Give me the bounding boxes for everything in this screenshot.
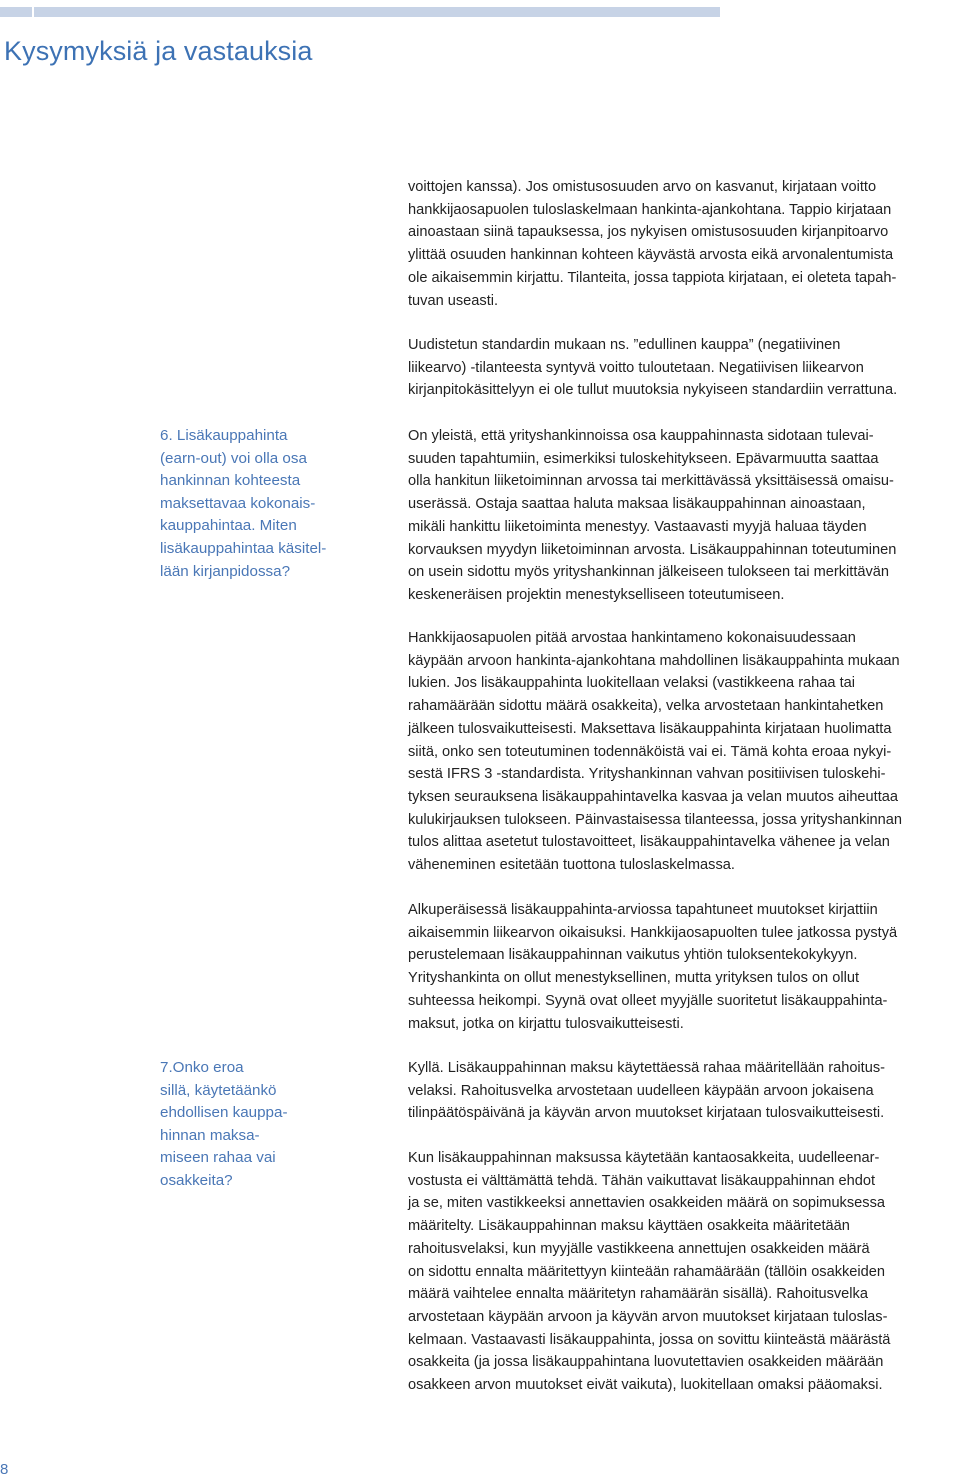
answer-paragraph — [408, 627, 960, 877]
text-line: Uudistetun standardin mukaan ns. ”edullinen kauppa” (negatiivinen — [408, 337, 841, 353]
text-line: velaksi. Rahoitusvelka arvostetaan uudelleen käypään arvoon jokaisena — [408, 1082, 874, 1099]
answer-paragraph — [408, 425, 960, 607]
question-line: 6. Lisäkauppahinta — [160, 427, 288, 444]
text-line: tyksen seurauksena lisäkauppahintavelka kasvaa ja velan muutos aiheuttaa — [408, 788, 899, 805]
text-line: Kyllä. Lisäkauppahinnan maksu käytettäessä rahaa määritellään rahoitus- — [408, 1060, 886, 1076]
text-line: määrä vaihtelee ennalta määritetyn rahamäärän sisällä). Rahoitusvelka — [408, 1286, 868, 1303]
question-line: lisäkauppahintaa käsitel- — [160, 539, 327, 557]
answer-paragraph — [408, 176, 960, 312]
text-line: On yleistä, että yrityshankinnoissa osa kauppahinnasta sidotaan tulevai- — [408, 428, 874, 444]
question-line: (earn-out) voi olla osa — [160, 449, 307, 467]
text-line: on usein sidottu myös yrityshankinnan jälkeiseen tulokseen tai merkittävän — [408, 564, 890, 581]
text-line: suhteessa heikompi. Syynä ovat olleet myyjälle suoritetut lisäkauppahinta- — [408, 992, 888, 1009]
question-line: maksettavaa kokonais- — [160, 494, 316, 512]
text-line: jälkeen tulosvaikutteisesti. Maksettava lisäkauppahinta kirjataan huolimatta — [408, 720, 892, 737]
text-line: suuden tapahtumiin, esimerkiksi tuloskehitykseen. Epävarmuutta saattaa — [408, 450, 879, 467]
paragraph-text — [408, 176, 960, 312]
text-line: ja se, miten vastikkeeksi annettavien osakkeiden määrä on sopimuksessa — [408, 1195, 885, 1212]
paragraph-text — [408, 334, 960, 402]
text-line: kulukirjauksen tulokseen. Päinvastaisessa tilanteessa, jossa yrityshankinnan — [408, 811, 903, 828]
answer-paragraph — [408, 334, 960, 402]
paragraph-text — [408, 627, 960, 877]
answer-paragraph — [408, 1057, 960, 1125]
text-line: keskeneräisen projektin menestykselliseen toteutumiseen. — [408, 586, 785, 603]
paragraph-text — [408, 1147, 960, 1397]
text-line: korvauksen myydyn liiketoiminnan arvosta. Lisäkauppahinnan toteutuminen — [408, 541, 897, 558]
text-line: kelmaan. Vastaavasti lisäkauppahinta, jossa on sovittu kiinteästä määrästä — [408, 1331, 891, 1348]
text-line: ainoastaan siinä tapauksessa, jos nykyisen omistusosuuden kirjanpitoarvo — [408, 224, 889, 241]
text-line: voittojen kanssa). Jos omistusosuuden arvo on kasvanut, kirjataan voitto — [408, 179, 877, 195]
answer-paragraph — [408, 899, 960, 1035]
text-line: vostusta ei välttämättä tehdä. Tähän vaikuttavat lisäkauppahinnan ehdot — [408, 1172, 876, 1189]
text-line: tuvan useasti. — [408, 292, 499, 309]
text-line: käypään arvoon hankinta-ajankohtana mahdollinen lisäkauppahinta mukaan — [408, 652, 900, 669]
page-title: Kysymyksiä ja vastauksia — [4, 36, 313, 66]
text-line: aikaisemmin liikearvon oikaisuksi. Hankkijaosapuolten tulee jatkossa pystyä — [408, 924, 898, 941]
text-line: on sidottu ennalta määritettyyn kiinteään rahamäärään (tällöin osakkeiden — [408, 1263, 886, 1280]
question-6 — [160, 425, 380, 583]
question-line: hinnan maksa- — [160, 1126, 260, 1144]
text-line: ole aikaisemmin kirjattu. Tilanteita, jossa tappiota kirjataan, ei oleteta tapah- — [408, 269, 897, 286]
question-7 — [160, 1057, 380, 1193]
page-number: 8 — [0, 1461, 9, 1478]
text-line: siitä, onko sen toteutuminen todennäköistä vai ei. Tämä kohta eroaa nykyi- — [408, 743, 892, 760]
text-line: maksut, jotka on kirjattu tulosvaikutteisesti. — [408, 1015, 684, 1032]
text-line: määritelty. Lisäkauppahinnan maksu käyttäen osakkeita määritetään — [408, 1218, 850, 1235]
paragraph-text — [408, 899, 960, 1035]
text-line: arvostetaan käypään arvoon ja käyvän arvon muutokset kirjataan tuloslas- — [408, 1308, 888, 1325]
text-line: Hankkijaosapuolen pitää arvostaa hankintameno kokonaisuudessaan — [408, 630, 856, 646]
question-line: lään kirjanpidossa? — [160, 562, 291, 580]
text-line: Kun lisäkauppahinnan maksussa käytetään kantaosakkeita, uudelleenar- — [408, 1150, 880, 1166]
question-line: hankinnan kohteesta — [160, 472, 301, 490]
text-line: userässä. Ostaja saattaa haluta maksaa lisäkauppahinnan ainoastaan, — [408, 496, 866, 513]
text-line: tulos alittaa asetetut tulostavoitteet, lisäkauppahintavelka vähenee ja velan — [408, 834, 890, 851]
text-line: osakkeen arvon muutokset eivät vaikuta), luokitellaan omaksi pääomaksi. — [408, 1377, 883, 1394]
text-line: sestä IFRS 3 -standardista. Yrityshankinnan vahvan positiivisen tuloskehi- — [408, 766, 886, 783]
text-line: hankkijaosapuolen tuloslaskelmaan hankinta-ajankohtana. Tappio kirjataan — [408, 201, 892, 218]
question-line: osakkeita? — [160, 1171, 233, 1189]
paragraph-text — [408, 425, 960, 607]
question-line: ehdollisen kauppa- — [160, 1104, 288, 1122]
text-line: Alkuperäisessä lisäkauppahinta-arviossa tapahtuneet muutokset kirjattiin — [408, 902, 878, 918]
question-line: sillä, käytetäänkö — [160, 1081, 277, 1099]
paragraph-text — [408, 1057, 960, 1125]
text-line: perustelemaan lisäkauppahinnan vaikutus yhtiön tuloksentekokykyyn. — [408, 947, 858, 964]
text-line: osakkeita (ja jossa lisäkauppahintana luovutettavien osakkeiden määrään — [408, 1354, 884, 1371]
answer-paragraph — [408, 1147, 960, 1397]
text-line: väheneminen esitetään tuottona tuloslaskelmassa. — [408, 857, 735, 874]
question-line: 7.Onko eroa — [160, 1059, 244, 1076]
text-line: liikearvo) -tilanteesta syntyvä voitto tuloutetaan. Negatiivisen liikearvon — [408, 359, 864, 376]
text-line: lukien. Jos lisäkauppahinta luokitellaan velaksi (vastikkeena rahaa tai — [408, 675, 855, 692]
header-decoration-bar — [0, 7, 720, 17]
text-line: mikäli hankittu liiketoiminta menestyy. Vastaavasti myyjä haluaa täyden — [408, 518, 867, 535]
text-line: ylittää osuuden hankinnan kohteen käyvästä arvosta eikä arvonalentumista — [408, 247, 894, 264]
question-line: miseen rahaa vai — [160, 1149, 276, 1167]
header-bar-segment — [34, 7, 720, 17]
text-line: olla hankitun liiketoiminnan arvossa tai merkittävässä yksittäisessä omaisu- — [408, 473, 894, 490]
text-line: rahamäärään sidottu määrä osakkeita), velka arvostetaan hankintahetken — [408, 698, 884, 715]
text-line: tilinpäätöspäivänä ja käyvän arvon muutokset kirjataan tulosvaikutteisesti. — [408, 1105, 885, 1122]
text-line: rahoitusvelaksi, kun myyjälle vastikkeena annettujen osakkeiden määrä — [408, 1240, 870, 1257]
question-line: kauppahintaa. Miten — [160, 517, 297, 535]
header-bar-segment — [0, 7, 32, 17]
text-line: kirjanpitokäsittelyyn ei ole tullut muutoksia nykyiseen standardiin verrattuna. — [408, 382, 898, 399]
text-line: Yrityshankinta on ollut menestyksellinen, mutta yrityksen tulos on ollut — [408, 970, 860, 987]
